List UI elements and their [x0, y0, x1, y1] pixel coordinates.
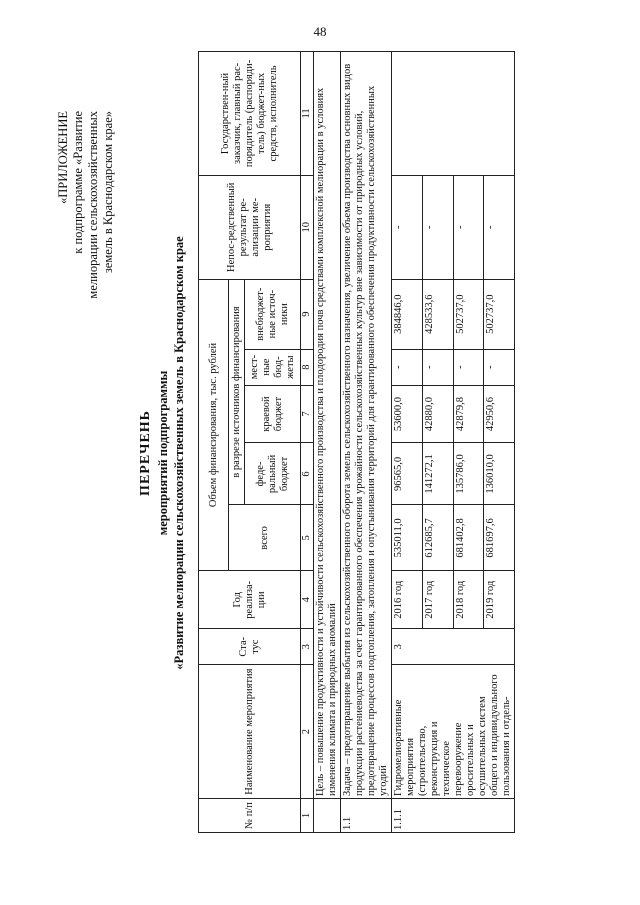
title-program-name: «Развитие мелиорации сельскохозяйственных земель в Краснодарском крае	[172, 235, 186, 670]
page-number: 48	[313, 24, 327, 39]
item-status: 3	[392, 628, 515, 664]
header-status: Ста-тус	[199, 628, 301, 664]
measures-table	[198, 51, 515, 833]
title-heading: ПЕРЕЧЕНЬ	[138, 409, 153, 496]
local-cell: -	[392, 349, 423, 385]
rotated-page	[20, 53, 620, 853]
result-cell: -	[392, 175, 423, 279]
column-number: 4	[301, 570, 314, 628]
column-number: 1	[301, 798, 314, 832]
regional-cell: 42879,8	[453, 385, 484, 443]
appendix-line: «ПРИЛОЖЕНИЕ	[56, 110, 70, 204]
header-name: Наименование мероприятия	[199, 664, 301, 798]
extra-cell: 502737,0	[484, 279, 515, 349]
result-cell: -	[484, 175, 515, 279]
title-subheading: мероприятий подпрограммы	[156, 370, 170, 535]
task-row	[341, 51, 392, 832]
header-regional: краевой бюджет	[245, 385, 301, 443]
header-local: мест-ные бюд-жеты	[245, 349, 301, 385]
appendix-line: к подпрограмме «Развитие	[71, 110, 85, 254]
document-title	[138, 53, 187, 853]
total-cell: 681697,6	[484, 504, 515, 570]
header-result: Непос-редственный результат ре-ализации ме-роприятия	[199, 175, 301, 279]
customer-cell	[392, 51, 515, 175]
regional-cell: 42880,0	[422, 385, 453, 443]
year-cell: 2018 год	[453, 570, 484, 628]
task-text: Задача – предотвращение выбытия из сельскохозяйственного оборота земель сельскохозяйственного назначения, увеличение объема производства основных видов продукции растениеводства за счет гарантированного обеспечения урожайности сельскохозяйственных культур вне зависимости от природных условий, предотвращение процессов подтопления, затопления и опустынивания территорий для гарантированного обеспечения продуктивности сельскохозяйственных угодий	[341, 51, 392, 798]
column-number: 8	[301, 349, 314, 385]
goal-row	[314, 51, 341, 832]
total-cell: 612685,7	[422, 504, 453, 570]
total-cell: 535011,0	[392, 504, 423, 570]
extra-cell: 502737,0	[453, 279, 484, 349]
appendix-line: земель в Краснодарском крае»	[101, 110, 115, 273]
task-number: 1.1	[341, 798, 392, 832]
federal-cell: 136010,0	[484, 443, 515, 505]
federal-cell: 96565,0	[392, 443, 423, 505]
item-number: 1.1.1	[392, 798, 515, 832]
goal-text: Цель – повышение продуктивности и устойчивости сельскохозяйственного производства и плодородия почв средствами комплексной мелиорации в условиях изменения климата и природных аномалий	[314, 51, 341, 798]
column-number: 3	[301, 628, 314, 664]
extra-cell: 384846,0	[392, 279, 423, 349]
regional-cell: 42950,6	[484, 385, 515, 443]
header-total: всего	[229, 504, 301, 570]
local-cell: -	[422, 349, 453, 385]
header-federal: феде-ральный бюджет	[245, 443, 301, 505]
column-number: 10	[301, 175, 314, 279]
column-number: 6	[301, 443, 314, 505]
federal-cell: 141272,1	[422, 443, 453, 505]
year-cell: 2019 год	[484, 570, 515, 628]
appendix-block	[56, 111, 116, 299]
regional-cell: 53600,0	[392, 385, 423, 443]
federal-cell: 135786,0	[453, 443, 484, 505]
column-numbers-row	[301, 51, 314, 832]
local-cell: -	[484, 349, 515, 385]
year-cell: 2017 год	[422, 570, 453, 628]
header-financing: Объем финансирования, тыс. рублей	[199, 279, 229, 571]
header-customer: Государствен-ный заказчик, главный рас-порядитель (распоряди-тель) бюджет-ных средств, исполнитель	[199, 51, 301, 175]
header-year: Год реализа-ции	[199, 570, 301, 628]
year-cell: 2016 год	[392, 570, 423, 628]
column-number: 7	[301, 385, 314, 443]
local-cell: -	[453, 349, 484, 385]
result-cell: -	[422, 175, 453, 279]
header-extra: внебюджет-ные источ-ники	[245, 279, 301, 349]
column-number: 5	[301, 504, 314, 570]
column-number: 11	[301, 51, 314, 175]
result-cell: -	[453, 175, 484, 279]
header-by-sources: в разрезе источников финансирования	[229, 279, 245, 505]
item-name: Гидромелиоративные мероприятия (строительство, реконструкция и техническое перевооружение оросительных и осушительных систем общего и индивидуального пользования и отдель-	[392, 664, 515, 798]
appendix-line: мелиорации сельскохозяйственных	[86, 110, 100, 299]
column-number: 9	[301, 279, 314, 349]
header-num: № п/п	[199, 798, 301, 832]
table-row	[392, 51, 423, 832]
column-number: 2	[301, 664, 314, 798]
extra-cell: 428533,6	[422, 279, 453, 349]
total-cell: 681402,8	[453, 504, 484, 570]
